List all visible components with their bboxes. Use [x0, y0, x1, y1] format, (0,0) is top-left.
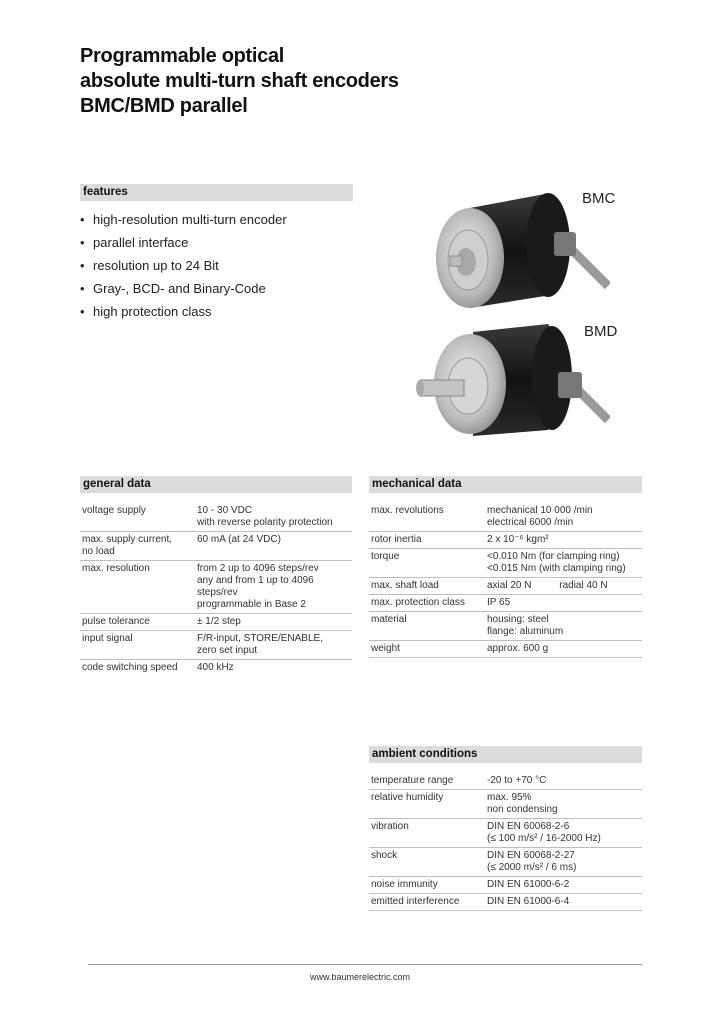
mechanical-data-table [369, 503, 642, 658]
table-row: noise immunity DIN EN 61000-6-2 [369, 877, 642, 894]
bullet-icon: • [80, 212, 85, 227]
table-row: relative humidity max. 95% non condensing [369, 790, 642, 819]
ambient-conditions-table [369, 773, 642, 911]
bullet-icon: • [80, 258, 85, 273]
table-row: torque <0.010 Nm (for clamping ring) <0.015 Nm (with clamping ring) [369, 549, 642, 578]
footer-url[interactable]: www.baumerelectric.com [310, 972, 411, 982]
features-list [80, 208, 287, 323]
table-row: temperature range -20 to +70 °C [369, 773, 642, 790]
table-row: material housing: steel flange: aluminum [369, 612, 642, 641]
general-data-heading: general data [80, 476, 352, 493]
mechanical-data-heading: mechanical data [369, 476, 642, 493]
title-line: absolute multi-turn shaft encoders [80, 70, 399, 92]
general-data-table [80, 503, 352, 676]
footer-divider [88, 964, 642, 965]
feature-item: • parallel interface [80, 231, 287, 254]
table-row: max. revolutions mechanical 10 000 /min electrical 6000 /min [369, 503, 642, 532]
bmd-encoder-image [398, 320, 610, 440]
product-label-bmd: BMD [584, 323, 618, 340]
page-title [80, 44, 399, 119]
title-line: BMC/BMD parallel [80, 95, 248, 117]
table-row: vibration DIN EN 60068-2-6 (≤ 100 m/s² / 16-2000 Hz) [369, 819, 642, 848]
feature-item: • Gray-, BCD- and Binary-Code [80, 277, 287, 300]
table-row: rotor inertia 2 x 10⁻⁶ kgm² [369, 532, 642, 549]
table-row: max. shaft load axial 20 N radial 40 N [369, 578, 642, 595]
bmc-encoder-image [420, 188, 610, 310]
product-label-bmc: BMC [582, 190, 616, 207]
table-row: shock DIN EN 60068-2-27 (≤ 2000 m/s² / 6 ms) [369, 848, 642, 877]
features-heading: features [80, 184, 353, 201]
table-row: weight approx. 600 g [369, 641, 642, 658]
ambient-conditions-heading: ambient conditions [369, 746, 642, 763]
table-row: pulse tolerance ± 1/2 step [80, 614, 352, 631]
table-row: voltage supply 10 - 30 VDC with reverse polarity protection [80, 503, 352, 532]
table-row: emitted interference DIN EN 61000-6-4 [369, 894, 642, 911]
table-row: code switching speed 400 kHz [82, 662, 234, 673]
bullet-icon: • [80, 304, 85, 319]
table-row: max. resolution from 2 up to 4096 steps/rev any and from 1 up to 4096 steps/rev programmable in Base 2 [80, 561, 352, 614]
bullet-icon: • [80, 235, 85, 250]
feature-item: • resolution up to 24 Bit [80, 254, 287, 277]
table-row: max. protection class IP 65 [369, 595, 642, 612]
table-row: input signal F/R-input, STORE/ENABLE, zero set input [80, 631, 352, 660]
feature-item: • high protection class [80, 300, 287, 323]
bullet-icon: • [80, 281, 85, 296]
title-line: Programmable optical [80, 45, 285, 67]
table-row: max. supply current, no load 60 mA (at 24 VDC) [80, 532, 352, 561]
feature-item: • high-resolution multi-turn encoder [80, 208, 287, 231]
